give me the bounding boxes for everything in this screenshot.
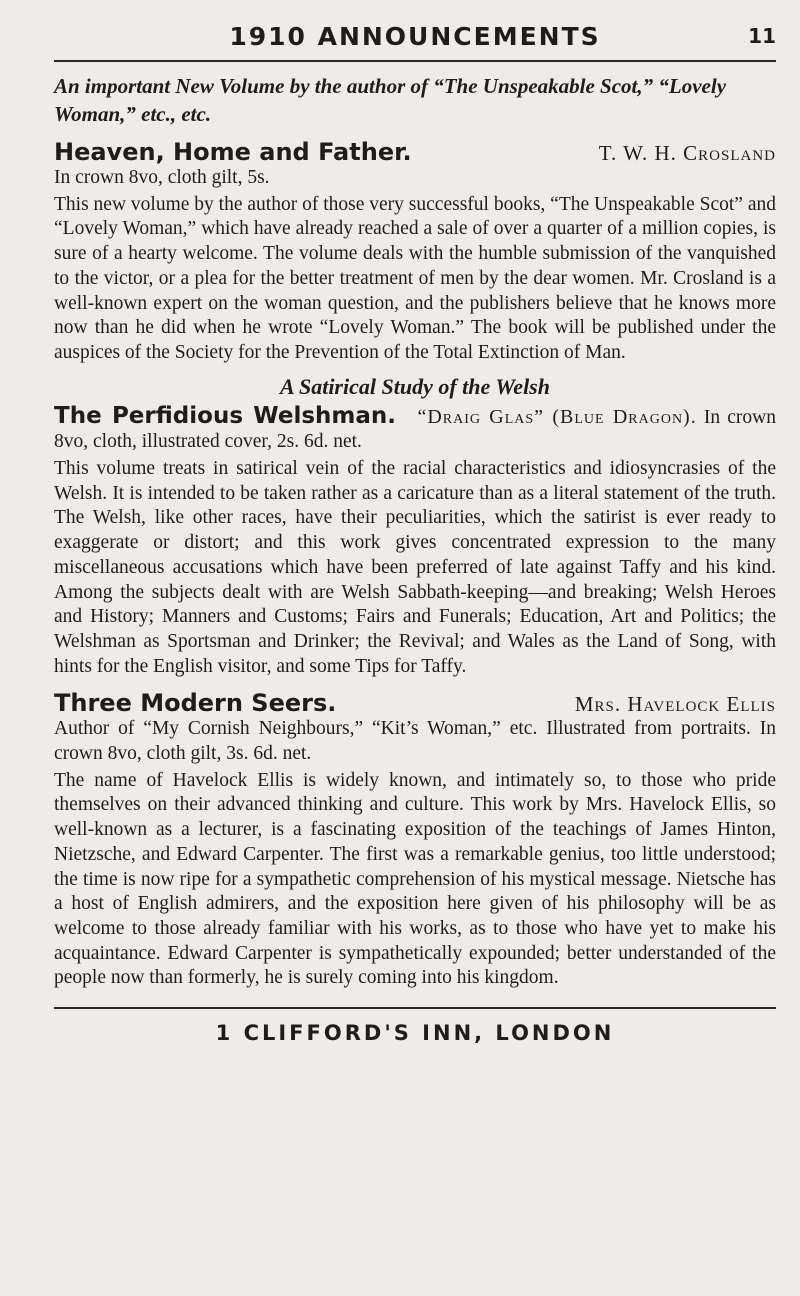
announcement-page	[54, 20, 776, 1045]
entry-heading	[54, 404, 776, 455]
entry-heaven-home-father	[54, 72, 776, 366]
running-head	[54, 20, 776, 62]
book-description: This volume treats in satirical vein of the racial characteristics and idiosyncrasies of the Welsh. It is intended to be taken rather as a caricature than as a literal statement of the truth. The Welsh, like other races, have their peculiarities, which the satirist is ever ready to exaggerate or distort; and this work gives concentrated expression to the many miscellaneous accusations which have been preferred of late against Taffy and his kind. Among the subjects dealt with are Welsh Sabbath-keeping—and breaking; Welsh Heroes and History; Manners and Customs; Fairs and Funerals; Education, Art and Politics; the Welshman as Sportsman and Drinker; the Revival; and Wales as the Land of Song, with hints for the English visitor, and some Tips for Taffy.	[54, 458, 776, 677]
page-number: 11	[748, 24, 776, 48]
entry-intro: An important New Volume by the author of “The Unspeakable Scot,” “Lovely Woman,” etc., etc.	[54, 74, 727, 126]
book-description: This new volume by the author of those very successful books, “The Unspeakable Scot” and “Lovely Woman,” which have already reached a sale of over a quarter of a million copies, is sure of a hearty welcome. The volume deals with the humble submission of the vanquished to the victor, or a plea for the better treatment of men by the dear women. Mr. Crosland is a well-known expert on the woman question, and the publishers believe that he knows more now than he did when he wrote “Lovely Woman.” The book will be published under the auspices of the Society for the Prevention of the Total Extinction of Man.	[54, 193, 776, 363]
footer-divider	[54, 1007, 776, 1009]
publisher-address: 1 CLIFFORD'S INN, LONDON	[215, 1021, 615, 1046]
entry-heading	[54, 689, 776, 717]
entry-three-modern-seers	[54, 689, 776, 991]
entry-perfidious-welshman	[54, 374, 776, 680]
book-title: Heaven, Home and Father.	[54, 138, 412, 166]
book-format: Author of “My Cornish Neighbours,” “Kit’s Woman,” etc. Illustrated from portraits. In crown 8vo, cloth gilt, 3s. 6d. net.	[54, 718, 776, 765]
entry-heading	[54, 138, 776, 166]
book-description: The name of Havelock Ellis is widely known, and intimately so, to those who pride themselves on their advanced thinking and culture. This work by Mrs. Havelock Ellis, so well-known as a lecturer, is a fascinating exposition of the teachings of James Hinton, Nietzsche, and Edward Carpenter. The first was a remarkable genius, too little understood; the time is now ripe for a sympathetic comprehension of his mystical message. Nietsche has a host of English admirers, and the exposition here given of his philosophy will be as welcome to those already familiar with his works, as to those who have yet to make his acquaintance. Edward Carpenter is sympathetically expounded; better understanded of the people now than formerly, he is surely coming into his kingdom.	[54, 769, 776, 989]
book-format: In crown 8vo, cloth, illustrated cover, 2s. 6d. net.	[54, 406, 777, 453]
entry-subhead: A Satirical Study of the Welsh	[280, 373, 550, 399]
book-author: “Draig Glas” (Blue Dragon).	[417, 405, 697, 428]
book-author: T. W. H. Crosland	[598, 141, 776, 165]
book-author: Mrs. Havelock Ellis	[574, 692, 776, 717]
book-title: Three Modern Seers.	[54, 689, 337, 718]
running-head-title: 1910 ANNOUNCEMENTS	[229, 22, 601, 51]
book-title: The Perfidious Welshman.	[54, 402, 396, 429]
book-format: In crown 8vo, cloth gilt, 5s.	[54, 167, 270, 188]
